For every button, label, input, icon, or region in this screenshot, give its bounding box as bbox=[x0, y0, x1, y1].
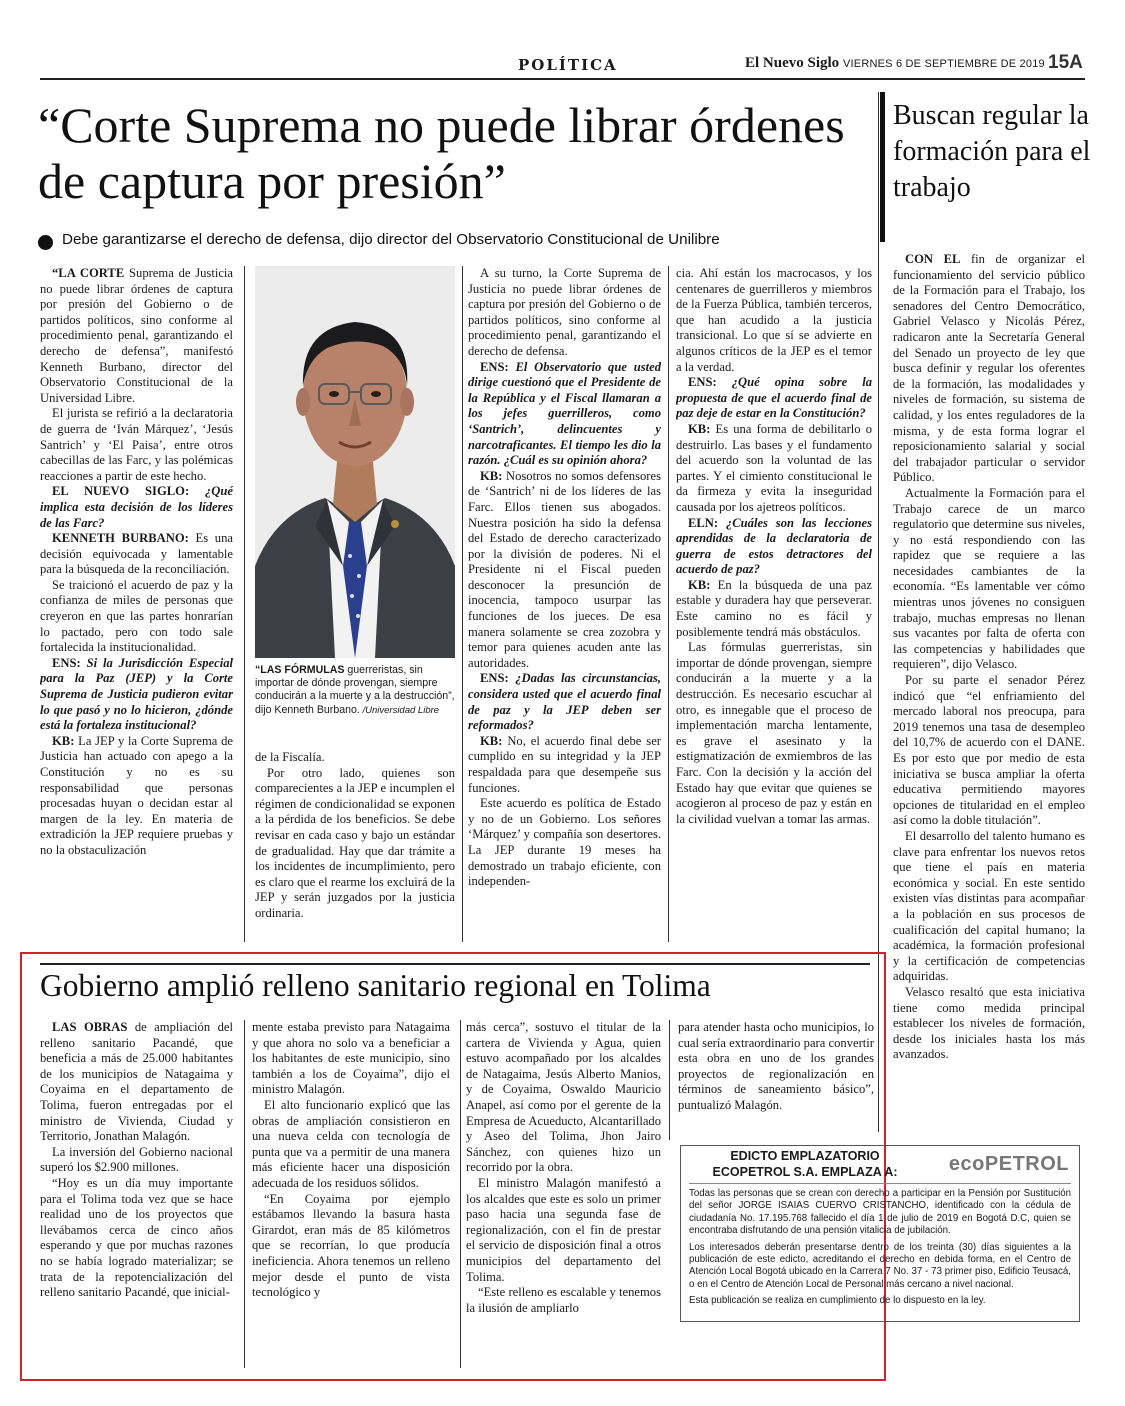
paragraph-text: No, el acuerdo final debe ser cumplido en su integridad y la JEP respaldada para que desempeñe sus funciones. bbox=[468, 733, 661, 795]
paragraph-lead: “LA CORTE bbox=[52, 266, 125, 280]
paragraph bbox=[40, 484, 233, 531]
speaker-label: KB: bbox=[480, 468, 503, 483]
masthead: El Nuevo Siglo bbox=[745, 55, 840, 71]
main-column-4 bbox=[676, 266, 872, 942]
photo-caption bbox=[255, 664, 455, 717]
interview-question: ¿Dadas las circunstancias, considera usted que el acuerdo final de paz y la JEP deben ser reformados? bbox=[468, 671, 661, 733]
paragraph bbox=[893, 985, 1085, 1063]
paragraph bbox=[252, 1020, 450, 1098]
paragraph-text: En la búsqueda de una paz estable y duradera hay que perseverar. Este camino no es fácil y posiblemente tendrá más obstáculos. bbox=[676, 577, 872, 639]
caption-text: guerreristas, sin importar de dónde provengan, siempre conducirán a la muerte y a la destrucción”, dijo Kenneth Burbano. bbox=[255, 664, 455, 716]
legal-notice bbox=[680, 1145, 1080, 1322]
story2-column-1 bbox=[40, 1020, 233, 1368]
interview-question: ¿Qué opina sobre la propuesta de que el acuerdo final de paz deje de estar en la Constitución? bbox=[676, 375, 872, 421]
column-rule bbox=[462, 266, 463, 942]
notice-subtitle: ECOPETROL S.A. EMPLAZA A: bbox=[712, 1165, 898, 1179]
paragraph bbox=[40, 531, 233, 578]
paragraph-text: mente estaba previsto para Natagaima y que ahora no solo va a beneficiar a los habitantes de este municipio, sino también a los de Coyaima”, dijo el ministro Malagón. bbox=[252, 1020, 450, 1097]
paragraph-text: El ministro Malagón manifestó a los alcaldes que este es solo un primer paso hacia una segunda fase de regionalización, con el fin de prestar el servicio de disposición final a otros municipios del departamento del Tolima. bbox=[466, 1175, 661, 1284]
interview-question: Si la Jurisdicción Especial para la Paz (JEP) y la Corte Suprema de Justicia pudieron evitar lo que pasó y no lo hicieron, ¿dónde está la fortaleza institucional? bbox=[40, 655, 233, 733]
bullet-icon bbox=[38, 235, 53, 250]
main-subhead: Debe garantizarse el derecho de defensa, dijo director del Observatorio Constitucional de Unilibre bbox=[62, 231, 720, 248]
paragraph-text: de la Fiscalía. bbox=[255, 750, 325, 764]
paragraph bbox=[678, 1020, 874, 1114]
paragraph-text: “Este relleno es escalable y tenemos la ilusión de ampliarlo bbox=[466, 1285, 661, 1315]
paragraph bbox=[40, 1176, 233, 1301]
paragraph bbox=[466, 1176, 661, 1285]
interview-question: ¿Cuáles son las lecciones aprendidas de la declaratoria de guerra de estos detractores del acuerdo de paz? bbox=[676, 515, 872, 577]
paragraph-text: Nosotros no somos defensores de ‘Santrich’ ni de los líderes de las Farc. Ellos tienen sus abogados. Nuestra posición ha sido la defensa del Estado de derecho caracterizado por la división de poderes. Ni el Presidente ni el Fiscal pueden desconocer la presunción de inocencia, tampoco usurpar las funciones de los jueces. De esa manera solamente se crea zozobra y temor para quienes acuden ante las autoridades. bbox=[468, 468, 661, 670]
paragraph bbox=[40, 406, 233, 484]
paragraph-text: El alto funcionario explicó que las obras de ampliación consistieron en una nueva celda con tecnología de punta que va a permitir de una manera más eficiente hacer una disposición adecuada de los residuos sólidos. bbox=[252, 1097, 450, 1190]
speaker-label: KB: bbox=[688, 577, 711, 592]
main-column-3 bbox=[468, 266, 661, 942]
paragraph bbox=[893, 486, 1085, 673]
speaker-label: ENS: bbox=[688, 375, 717, 390]
paragraph-text: Las fórmulas guerreristas, sin importar de dónde provengan, siempre conducirán a la muerte y a la destrucción. Es necesario escuchar al otro, es innegable que el proceso de implementación marcha lentamente, es grave el asesinato y la estigmatización de exmiembros de las Farc. Con la decisión y la acción del Estado hay que evitar que quienes se acogieron al proceso de paz y están en la civilidad vuelvan a tomar las armas. bbox=[676, 640, 872, 826]
paragraph bbox=[468, 360, 661, 469]
sidebar-headline: Buscan regular la formación para el trabajo bbox=[893, 100, 1091, 203]
paragraph-text: de ampliación del relleno sanitario Pacandé, que beneficia a más de 25.000 habitantes de los municipios de Natagaima y Coyaima en el departamento de Tolima, fueron entregadas por el ministro de Vivienda, Ciudad y Territorio, Jonathan Malagón. bbox=[40, 1020, 233, 1144]
paragraph bbox=[466, 1285, 661, 1316]
main-column-2 bbox=[255, 750, 455, 940]
notice-paragraph: Esta publicación se realiza en cumplimiento de lo dispuesto en la ley. bbox=[689, 1295, 986, 1307]
story2-column-3 bbox=[466, 1020, 661, 1368]
paragraph bbox=[893, 252, 1085, 486]
paragraph-text: Se traicionó el acuerdo de paz y la confianza de miles de personas que creyeron en que las partes honrarían lo pactado, pero con todo sale fortalecida la institucionalidad. bbox=[40, 577, 233, 655]
paragraph-text: La inversión del Gobierno nacional superó los $2.900 millones. bbox=[40, 1144, 233, 1175]
section-label: POLÍTICA bbox=[518, 56, 618, 74]
paragraph bbox=[255, 750, 455, 766]
page-number: 15A bbox=[1048, 52, 1083, 73]
story2-column-2 bbox=[252, 1020, 450, 1368]
paragraph bbox=[40, 1020, 233, 1145]
paragraph-text: para atender hasta ocho municipios, lo cual sería extraordinario para convertir esta obra en uno de los grandes proyectos de regionalización en términos de saneamiento básico”, puntualizó Malagón. bbox=[678, 1020, 874, 1112]
paragraph bbox=[40, 266, 233, 406]
story2-headline: Gobierno amplió relleno sanitario regional en Tolima bbox=[40, 968, 711, 1003]
paragraph bbox=[676, 640, 872, 827]
paragraph-text: más cerca”, sostuvo el titular de la cartera de Vivienda y Agua, quien estuvo acompañado por los alcaldes de Natagaima, Jesús Alberto Manios, y de Coyaima, Oswaldo Mauricio Anapel, así como por el gerente de la Empresa de Acueducto, Alcantarillado y Aseo del Tolima, Jhon Jairo Sánchez, con quienes hizo un recorrido por la obra. bbox=[466, 1020, 661, 1175]
paragraph bbox=[468, 671, 661, 733]
story2-rule bbox=[40, 963, 870, 965]
story2-column-4 bbox=[678, 1020, 874, 1135]
notice-paragraph: Todas las personas que se crean con derecho a participar en la Pensión por Sustitución del señor JORGE ISAIAS CUERVO CRISTANCHO, identificado con la cédula de ciudadanía No. 17.195.768 fallecido el día 1 de julio de 2019 en Bogotá D.C, quien se encontraba disfrutando de una pensión vitalicia de jubilación. bbox=[689, 1188, 1071, 1237]
paragraph bbox=[252, 1098, 450, 1192]
header-rule bbox=[40, 78, 1085, 80]
paragraph-text: Por otro lado, quienes son comparecientes a la JEP e incumplen el régimen de condicionalidad se exponen a la pérdida de los beneficios. Se debe revisar en cada caso y bajo un estándar de gradualidad. Hay que dar trámite a los incidentes de incumplimiento, pero es claro que el rearme los excluirá de la JEP y serán juzgados por la justicia ordinaria. bbox=[255, 765, 455, 920]
paragraph-text: “En Coyaima por ejemplo estábamos llevando la basura hasta Girardot, eran más de 85 kilómetros que se recorrían, lo que producía ineficiencia. Ahora tenemos un relleno mejor desde el punto de vista tecnológico y bbox=[252, 1191, 450, 1300]
sidebar-accent-bar bbox=[880, 92, 885, 242]
main-headline: “Corte Suprema no puede librar órdenes de captura por presión” bbox=[38, 97, 845, 209]
paragraph bbox=[468, 734, 661, 796]
paragraph bbox=[40, 656, 233, 734]
speaker-label: KENNETH BURBANO: bbox=[52, 531, 189, 546]
paragraph-text: “Hoy es un día muy importante para el Tolima toda vez que se hace realidad uno de los proyectos que llevábamos cerca de cinco años esperando y que por muchas razones no se había logrado materializar; se trata de la repotencialización del relleno sanitario Pacandé, que inicial- bbox=[40, 1175, 233, 1300]
paragraph bbox=[255, 766, 455, 922]
column-rule bbox=[244, 266, 245, 942]
paragraph bbox=[40, 578, 233, 656]
speaker-label: KB: bbox=[52, 733, 75, 748]
paragraph bbox=[676, 375, 872, 422]
interview-question: ¿Qué implica esta decisión de los líderes de las Farc? bbox=[40, 484, 233, 530]
ecopetrol-logo: ecoPETROL bbox=[948, 1153, 1069, 1175]
speaker-label: KB: bbox=[688, 421, 711, 436]
paragraph bbox=[466, 1020, 661, 1176]
paragraph-text: El jurista se refirió a la declaratoria de guerra de ‘Iván Márquez’, ‘Jesús Santrich’ y ‘El Paisa’, entre otros cabecillas de las Farc, y las polémicas reacciones a partir de este hecho. bbox=[40, 406, 233, 483]
caption-lead: “LAS FÓRMULAS bbox=[255, 664, 345, 676]
paragraph bbox=[676, 516, 872, 578]
photo-credit: /Universidad Libre bbox=[359, 704, 440, 716]
interview-question: El Observatorio que usted dirige cuestionó que el Presidente de la República y el Fiscal llamaran a los jefes guerrilleros, como ‘Santrich’, delincuentes y narcotraficantes. El tiempo les dio la razón. ¿Cuál es su opinión ahora? bbox=[468, 359, 661, 468]
speaker-label: ENS: bbox=[480, 671, 509, 686]
paragraph bbox=[468, 796, 661, 890]
paragraph bbox=[676, 422, 872, 516]
paragraph bbox=[468, 469, 661, 672]
paragraph-lead: CON EL bbox=[905, 252, 961, 266]
speaker-label: EL NUEVO SIGLO: bbox=[52, 484, 190, 499]
paragraph-text: cia. Ahí están los macrocasos, y los centenares de guerrilleros y miembros de la Fuerza Pública, también terceros, que han acudido a la justicia transicional. Lo que sí se advierte en algunos críticos de la JEP es el temor a la verdad. bbox=[676, 266, 872, 374]
notice-title: EDICTO EMPLAZATORIO bbox=[730, 1149, 880, 1163]
column-rule bbox=[669, 1020, 670, 1140]
paragraph-text: La JEP y la Corte Suprema de Justicia han actuado con apego a la Constitución y no es su responsabilidad que personas procesadas huyan o decidan estar al margen de la ley. En materia de extradición la JEP requiere pruebas y no la obstaculización bbox=[40, 733, 233, 857]
paragraph-text: Es una decisión equivocada y lamentable para la búsqueda de la reconciliación. bbox=[40, 531, 233, 577]
portrait-illustration bbox=[255, 266, 455, 658]
paragraph bbox=[40, 734, 233, 859]
paragraph bbox=[676, 578, 872, 640]
sidebar-body bbox=[893, 252, 1085, 1132]
paragraph bbox=[893, 673, 1085, 829]
paragraph-text: Es una forma de debilitarlo o destruirlo. Las bases y el fundamento del acuerdo son la voluntad de las partes. Y el cimiento constitucional le da firmeza y evita la inseguridad causada por los ajetreos políticos. bbox=[676, 421, 872, 514]
paragraph bbox=[252, 1192, 450, 1301]
speaker-label: ENS: bbox=[52, 655, 81, 670]
paragraph-lead: LAS OBRAS bbox=[52, 1020, 128, 1034]
paragraph-text: Velasco resaltó que esta iniciativa tiene como medida principal establecer los niveles de formación, desde los iniciales hasta los más avanzados. bbox=[893, 984, 1085, 1062]
paragraph bbox=[893, 829, 1085, 985]
paragraph bbox=[676, 266, 872, 375]
paragraph-text: Suprema de Justicia no puede librar órdenes de captura por presión del Gobierno o de partidos políticos, sino conforme al procedimiento penal, garantizando el derecho de defensa”, manifestó Kenneth Burbano, director del Observatorio Constitucional de la Universidad Libre. bbox=[40, 266, 233, 405]
paragraph-text: A su turno, la Corte Suprema de Justicia no puede librar órdenes de captura por presión del Gobierno o de partidos políticos, sino conforme al procedimiento penal, garantizando el derecho de defensa. bbox=[468, 266, 661, 358]
column-rule bbox=[244, 1020, 245, 1368]
paragraph bbox=[468, 266, 661, 360]
paragraph-text: Actualmente la Formación para el Trabajo carece de un marco regulatorio que determine sus niveles, y no está respondiendo con las rapidez que se requiere a las necesidades cambiantes de la economía. “Es lamentable ver cómo mientras unos jóvenes no consiguen trabajo, muchas empresas no llenan sus vacantes por falta de oferta con las competencias y habilidades que requieren”, dijo Velasco. bbox=[893, 485, 1085, 672]
paragraph-text: Por su parte el senador Pérez indicó que “el enfriamiento del mercado laboral nos preocupa, para 2019 tenemos una tasa de desempleo del 10,7% de acuerdo con el DANE. Es por esto que por medio de esta iniciativa se busca ampliar la oferta educativa permitiendo mayores opciones de titularidad en el empleo así como la doble titulación”. bbox=[893, 673, 1085, 828]
speaker-label: ELN: bbox=[688, 515, 719, 530]
publication-date: VIERNES 6 DE SEPTIEMBRE DE 2019 bbox=[843, 58, 1045, 70]
column-rule bbox=[460, 1020, 461, 1368]
paragraph-text: Este acuerdo es política de Estado y no de un Gobierno. Los señores ‘Márquez’ y compañía son desertores. La JEP durante 19 meses ha demostrado un trabajo eficiente, con independen- bbox=[468, 796, 661, 889]
speaker-label: KB: bbox=[480, 733, 503, 748]
paragraph-text: El desarrollo del talento humano es clave para enfrentar los nuevos retos que tiene el país en materia económica y social. En este sentido existen vías distintas para acompañar a la población en sus procesos de cualificación del capital humano; la académica, la formación profesional y la certificación de competencias adquiridas. bbox=[893, 828, 1085, 984]
column-rule bbox=[668, 266, 669, 942]
main-column-1 bbox=[40, 266, 233, 942]
paragraph-text: fin de organizar el funcionamiento del servicio público de la Formación para el Trabajo, los senadores del Centro Democrático, Gabriel Velasco y Nicolás Pérez, radicaron ante la Secretaría General del Senado un proyecto de ley que busca definir y regular los oferentes de la formación, las modalidades y niveles de formación, su sistema de calidad, y los entes reguladores de la misma, y de esta forma lograr el reposicionamiento salarial y social del trabajador particular o servidor Público. bbox=[893, 252, 1085, 485]
portrait-photo bbox=[255, 266, 455, 658]
notice-paragraph: Los interesados deberán presentarse dentro de los treinta (30) días siguientes a la publicación de este edicto, acreditando el derecho en debida forma, en el Centro de Atención Local Bogotá ubicado en la Carrera 7 No. 37 - 73 primer piso, Edificio Teusacá, o en el Centro de Atención Local de Personal más cercano a nivel nacional. bbox=[689, 1241, 1071, 1290]
notice-divider bbox=[689, 1183, 1071, 1184]
speaker-label: ENS: bbox=[480, 359, 509, 374]
paragraph bbox=[40, 1145, 233, 1176]
